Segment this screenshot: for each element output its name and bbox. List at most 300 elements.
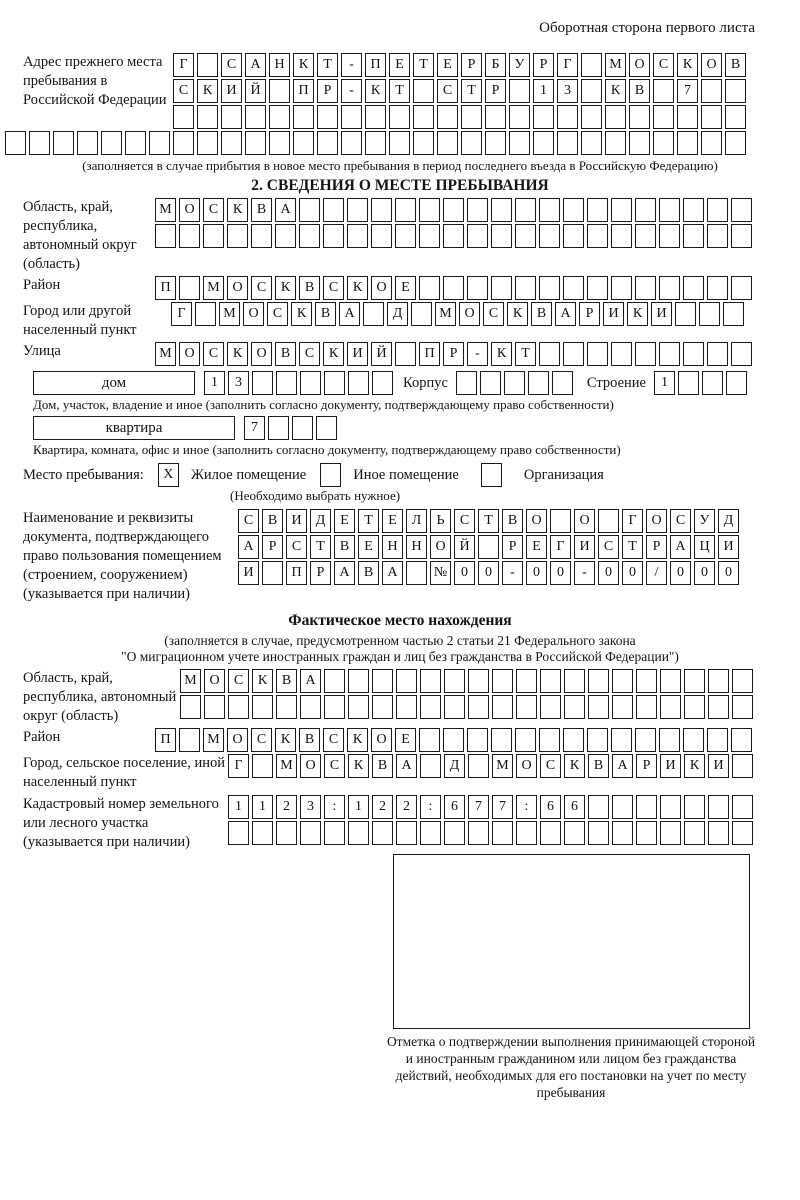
char-cell: С (221, 53, 242, 77)
char-cell: К (227, 342, 248, 366)
char-cell: А (238, 535, 259, 559)
char-cell (516, 821, 537, 845)
char-cell (372, 695, 393, 719)
char-cell: К (677, 53, 698, 77)
char-cell: О (204, 669, 225, 693)
char-cell: К (684, 754, 705, 778)
char-cell: 3 (557, 79, 578, 103)
char-cell (395, 198, 416, 222)
char-cell (707, 224, 728, 248)
char-cell (563, 728, 584, 752)
char-cell: О (701, 53, 722, 77)
char-cell (324, 695, 345, 719)
char-cell (611, 198, 632, 222)
stroenie-cells (654, 371, 747, 395)
house-type-box: дом (33, 371, 195, 395)
apartment-type-box: квартира (33, 416, 235, 440)
char-cell (708, 669, 729, 693)
char-cell: Д (444, 754, 465, 778)
char-cell: / (646, 561, 667, 585)
char-cell: Н (406, 535, 427, 559)
char-cell: А (245, 53, 266, 77)
char-cell: А (382, 561, 403, 585)
char-cell (516, 695, 537, 719)
char-cell: С (483, 302, 504, 326)
char-cell (660, 821, 681, 845)
char-cell: Й (454, 535, 475, 559)
district-row (155, 276, 752, 300)
char-cell (563, 224, 584, 248)
char-cell: С (437, 79, 458, 103)
char-cell (324, 669, 345, 693)
char-cell: П (419, 342, 440, 366)
char-cell (540, 669, 561, 693)
char-cell (557, 105, 578, 129)
char-cell: Р (502, 535, 523, 559)
char-cell: П (286, 561, 307, 585)
char-cell (228, 695, 249, 719)
char-cell (269, 79, 290, 103)
char-cell (605, 105, 626, 129)
char-cell (540, 695, 561, 719)
char-cell: С (203, 342, 224, 366)
char-cell (29, 131, 50, 155)
char-cell (221, 131, 242, 155)
char-cell: А (339, 302, 360, 326)
char-cell: Ц (694, 535, 715, 559)
char-cell (659, 728, 680, 752)
char-cell: Т (413, 53, 434, 77)
char-cell: Б (485, 53, 506, 77)
char-cell (725, 105, 746, 129)
char-cell: В (334, 535, 355, 559)
char-cell (276, 821, 297, 845)
char-cell: 2 (276, 795, 297, 819)
char-cell (539, 276, 560, 300)
char-cell (468, 821, 489, 845)
char-cell (708, 821, 729, 845)
char-cell: С (653, 53, 674, 77)
document-row-1 (238, 509, 739, 533)
char-cell: - (502, 561, 523, 585)
char-cell: О (646, 509, 667, 533)
char-cell (456, 371, 477, 395)
char-cell (677, 131, 698, 155)
char-cell: М (203, 276, 224, 300)
char-cell (395, 224, 416, 248)
char-cell (293, 131, 314, 155)
char-cell: К (365, 79, 386, 103)
char-cell (515, 276, 536, 300)
char-cell: Р (443, 342, 464, 366)
char-cell (731, 224, 752, 248)
registration-stamp-note: Отметка о подтверждении выполнения принимающей стороной и иностранным гражданином или лицом без гражданства действий, необходимых для его постановки на учет по месту пребывания (386, 1034, 756, 1100)
char-cell (77, 131, 98, 155)
char-cell: 1 (228, 795, 249, 819)
char-cell: В (531, 302, 552, 326)
char-cell (660, 795, 681, 819)
apartment-row (33, 416, 800, 440)
char-cell (444, 669, 465, 693)
char-cell: П (365, 53, 386, 77)
char-cell (444, 695, 465, 719)
char-cell (515, 224, 536, 248)
char-cell (683, 224, 704, 248)
char-cell: : (324, 795, 345, 819)
char-cell (389, 105, 410, 129)
char-cell (347, 198, 368, 222)
residential-option-label: Жилое помещение (190, 466, 307, 483)
char-cell (702, 371, 723, 395)
char-cell (251, 224, 272, 248)
char-cell: В (372, 754, 393, 778)
char-cell (492, 669, 513, 693)
previous-address-overflow-row (5, 131, 800, 155)
char-cell (515, 198, 536, 222)
char-cell (468, 695, 489, 719)
char-cell (396, 695, 417, 719)
char-cell: М (492, 754, 513, 778)
char-cell: Д (718, 509, 739, 533)
previous-address-row-2 (173, 79, 746, 103)
char-cell: Д (387, 302, 408, 326)
char-cell (528, 371, 549, 395)
other-premises-checkbox (320, 463, 341, 487)
char-cell: Е (358, 535, 379, 559)
char-cell (413, 105, 434, 129)
char-cell: 7 (492, 795, 513, 819)
char-cell: В (276, 669, 297, 693)
cadastral-label: Кадастровый номер земельного или лесного участка (указывается при наличии) (23, 796, 219, 850)
char-cell: В (502, 509, 523, 533)
char-cell (437, 131, 458, 155)
char-cell (581, 79, 602, 103)
char-cell (262, 561, 283, 585)
char-cell: Т (317, 53, 338, 77)
char-cell (53, 131, 74, 155)
char-cell: С (251, 728, 272, 752)
char-cell (491, 276, 512, 300)
char-cell: А (300, 669, 321, 693)
char-cell (485, 105, 506, 129)
char-cell: К (491, 342, 512, 366)
char-cell (492, 695, 513, 719)
organization-option-label: Организация (523, 466, 604, 483)
char-cell (389, 131, 410, 155)
char-cell (101, 131, 122, 155)
char-cell (516, 669, 537, 693)
char-cell (629, 105, 650, 129)
char-cell (371, 198, 392, 222)
char-cell (653, 79, 674, 103)
char-cell (611, 224, 632, 248)
char-cell: К (347, 728, 368, 752)
char-cell: Е (389, 53, 410, 77)
char-cell (478, 535, 499, 559)
char-cell (552, 371, 573, 395)
char-cell (539, 342, 560, 366)
char-cell (605, 131, 626, 155)
actual-region-field (23, 669, 800, 726)
char-cell (699, 302, 720, 326)
char-cell (533, 131, 554, 155)
char-cell: Р (262, 535, 283, 559)
char-cell (564, 821, 585, 845)
char-cell (701, 79, 722, 103)
char-cell (396, 821, 417, 845)
char-cell (221, 105, 242, 129)
street-label: Улица (23, 343, 61, 359)
char-cell (635, 276, 656, 300)
char-cell: 0 (670, 561, 691, 585)
actual-location-note-1: (заполняется в случае, предусмотренном частью 2 статьи 21 Федерального закона (164, 633, 636, 648)
char-cell: К (564, 754, 585, 778)
char-cell: Е (334, 509, 355, 533)
char-cell: С (323, 276, 344, 300)
char-cell: У (694, 509, 715, 533)
actual-district-field (23, 728, 800, 752)
char-cell (204, 695, 225, 719)
char-cell: М (155, 342, 176, 366)
char-cell: 6 (564, 795, 585, 819)
char-cell (275, 224, 296, 248)
char-cell: Г (228, 754, 249, 778)
region-row-2 (155, 224, 752, 248)
char-cell: О (227, 276, 248, 300)
char-cell (411, 302, 432, 326)
char-cell: Н (382, 535, 403, 559)
char-cell: Г (622, 509, 643, 533)
char-cell (612, 795, 633, 819)
char-cell (563, 198, 584, 222)
char-cell (659, 224, 680, 248)
char-cell (660, 669, 681, 693)
document-label: Наименование и реквизиты документа, подтверждающего право пользования помещением (строением, сооружением) (указывается при наличии) (23, 510, 222, 602)
previous-address-note: (заполняется в случае прибытия в новое место пребывания в период последнего въезда в Российскую Федерацию) (82, 158, 718, 173)
char-cell (731, 342, 752, 366)
char-cell (550, 509, 571, 533)
char-cell (581, 131, 602, 155)
char-cell: К (507, 302, 528, 326)
char-cell (611, 276, 632, 300)
char-cell: С (540, 754, 561, 778)
char-cell (581, 53, 602, 77)
char-cell: С (670, 509, 691, 533)
char-cell: Г (550, 535, 571, 559)
char-cell: А (334, 561, 355, 585)
char-cell: 1 (533, 79, 554, 103)
char-cell: 0 (526, 561, 547, 585)
char-cell (195, 302, 216, 326)
char-cell (324, 371, 345, 395)
char-cell (723, 302, 744, 326)
char-cell: Е (437, 53, 458, 77)
char-cell: 3 (300, 795, 321, 819)
char-cell: О (459, 302, 480, 326)
char-cell: Р (533, 53, 554, 77)
char-cell (372, 821, 393, 845)
char-cell: В (358, 561, 379, 585)
char-cell (317, 131, 338, 155)
char-cell (149, 131, 170, 155)
char-cell: Т (461, 79, 482, 103)
char-cell (228, 821, 249, 845)
char-cell: № (430, 561, 451, 585)
char-cell (179, 728, 200, 752)
char-cell: И (708, 754, 729, 778)
char-cell (677, 105, 698, 129)
korpus-cells (456, 371, 573, 395)
char-cell: С (286, 535, 307, 559)
char-cell (467, 276, 488, 300)
char-cell (443, 276, 464, 300)
char-cell: К (197, 79, 218, 103)
char-cell (179, 276, 200, 300)
char-cell (481, 463, 502, 487)
previous-address-row-3 (173, 105, 746, 129)
char-cell: 0 (454, 561, 475, 585)
char-cell (659, 276, 680, 300)
char-cell (468, 669, 489, 693)
char-cell: 7 (468, 795, 489, 819)
document-row-3 (238, 561, 739, 585)
char-cell: В (315, 302, 336, 326)
district-field (23, 276, 800, 300)
char-cell: С (454, 509, 475, 533)
char-cell: 6 (444, 795, 465, 819)
char-cell: 0 (694, 561, 715, 585)
char-cell: М (155, 198, 176, 222)
char-cell (635, 728, 656, 752)
char-cell: Е (395, 728, 416, 752)
stay-type-row (23, 463, 800, 487)
char-cell: Й (245, 79, 266, 103)
char-cell (125, 131, 146, 155)
char-cell (588, 695, 609, 719)
char-cell (563, 276, 584, 300)
char-cell: И (651, 302, 672, 326)
char-cell (684, 795, 705, 819)
char-cell (347, 224, 368, 248)
char-cell (173, 131, 194, 155)
actual-region-row-2 (180, 695, 753, 719)
char-cell (372, 669, 393, 693)
char-cell: М (435, 302, 456, 326)
char-cell (323, 198, 344, 222)
char-cell (173, 105, 194, 129)
char-cell (587, 224, 608, 248)
char-cell (509, 105, 530, 129)
char-cell: К (291, 302, 312, 326)
char-cell (491, 198, 512, 222)
char-cell: Е (382, 509, 403, 533)
char-cell (635, 342, 656, 366)
char-cell: А (396, 754, 417, 778)
char-cell: О (574, 509, 595, 533)
char-cell: Р (579, 302, 600, 326)
char-cell: А (670, 535, 691, 559)
char-cell: О (300, 754, 321, 778)
char-cell (659, 198, 680, 222)
cadastral-row-1 (228, 795, 753, 819)
char-cell (443, 198, 464, 222)
char-cell (629, 131, 650, 155)
char-cell: Р (485, 79, 506, 103)
cadastral-row-2 (228, 821, 753, 845)
char-cell (683, 342, 704, 366)
char-cell: К (627, 302, 648, 326)
char-cell (725, 131, 746, 155)
char-cell (420, 669, 441, 693)
char-cell: 1 (252, 795, 273, 819)
char-cell (653, 105, 674, 129)
actual-district-label: Район (23, 729, 61, 745)
char-cell (323, 224, 344, 248)
char-cell (564, 669, 585, 693)
char-cell: О (227, 728, 248, 752)
actual-city-field (23, 754, 800, 792)
char-cell (413, 79, 434, 103)
char-cell (252, 754, 273, 778)
char-cell: - (341, 53, 362, 77)
section2-title: 2. СВЕДЕНИЯ О МЕСТЕ ПРЕБЫВАНИЯ (251, 177, 549, 194)
region-field (23, 198, 800, 274)
char-cell: К (275, 728, 296, 752)
char-cell (420, 754, 441, 778)
char-cell (611, 728, 632, 752)
char-cell (348, 695, 369, 719)
char-cell: О (243, 302, 264, 326)
char-cell: И (718, 535, 739, 559)
char-cell (539, 198, 560, 222)
char-cell: О (430, 535, 451, 559)
stroenie-label: Строение (586, 374, 646, 391)
char-cell: А (555, 302, 576, 326)
char-cell: К (605, 79, 626, 103)
char-cell: О (251, 342, 272, 366)
char-cell (197, 53, 218, 77)
char-cell: 2 (372, 795, 393, 819)
char-cell (636, 669, 657, 693)
char-cell: Р (310, 561, 331, 585)
char-cell (317, 105, 338, 129)
char-cell (461, 131, 482, 155)
actual-location-note-2: "О миграционном учете иностранных граждан и лиц без гражданства в Российской Федерации") (121, 649, 679, 664)
region-row-1 (155, 198, 752, 222)
char-cell (732, 795, 753, 819)
char-cell (731, 276, 752, 300)
char-cell: О (526, 509, 547, 533)
char-cell: - (341, 79, 362, 103)
char-cell (300, 695, 321, 719)
char-cell (515, 728, 536, 752)
char-cell: X (158, 463, 179, 487)
char-cell: 7 (244, 416, 265, 440)
char-cell: К (323, 342, 344, 366)
char-cell (635, 198, 656, 222)
char-cell (731, 198, 752, 222)
char-cell: И (238, 561, 259, 585)
char-cell (587, 342, 608, 366)
char-cell: Г (557, 53, 578, 77)
char-cell (443, 224, 464, 248)
char-cell (276, 371, 297, 395)
char-cell (540, 821, 561, 845)
page-header-note: Оборотная сторона первого листа (539, 20, 755, 36)
char-cell (707, 276, 728, 300)
char-cell (316, 416, 337, 440)
city-field (23, 302, 800, 340)
